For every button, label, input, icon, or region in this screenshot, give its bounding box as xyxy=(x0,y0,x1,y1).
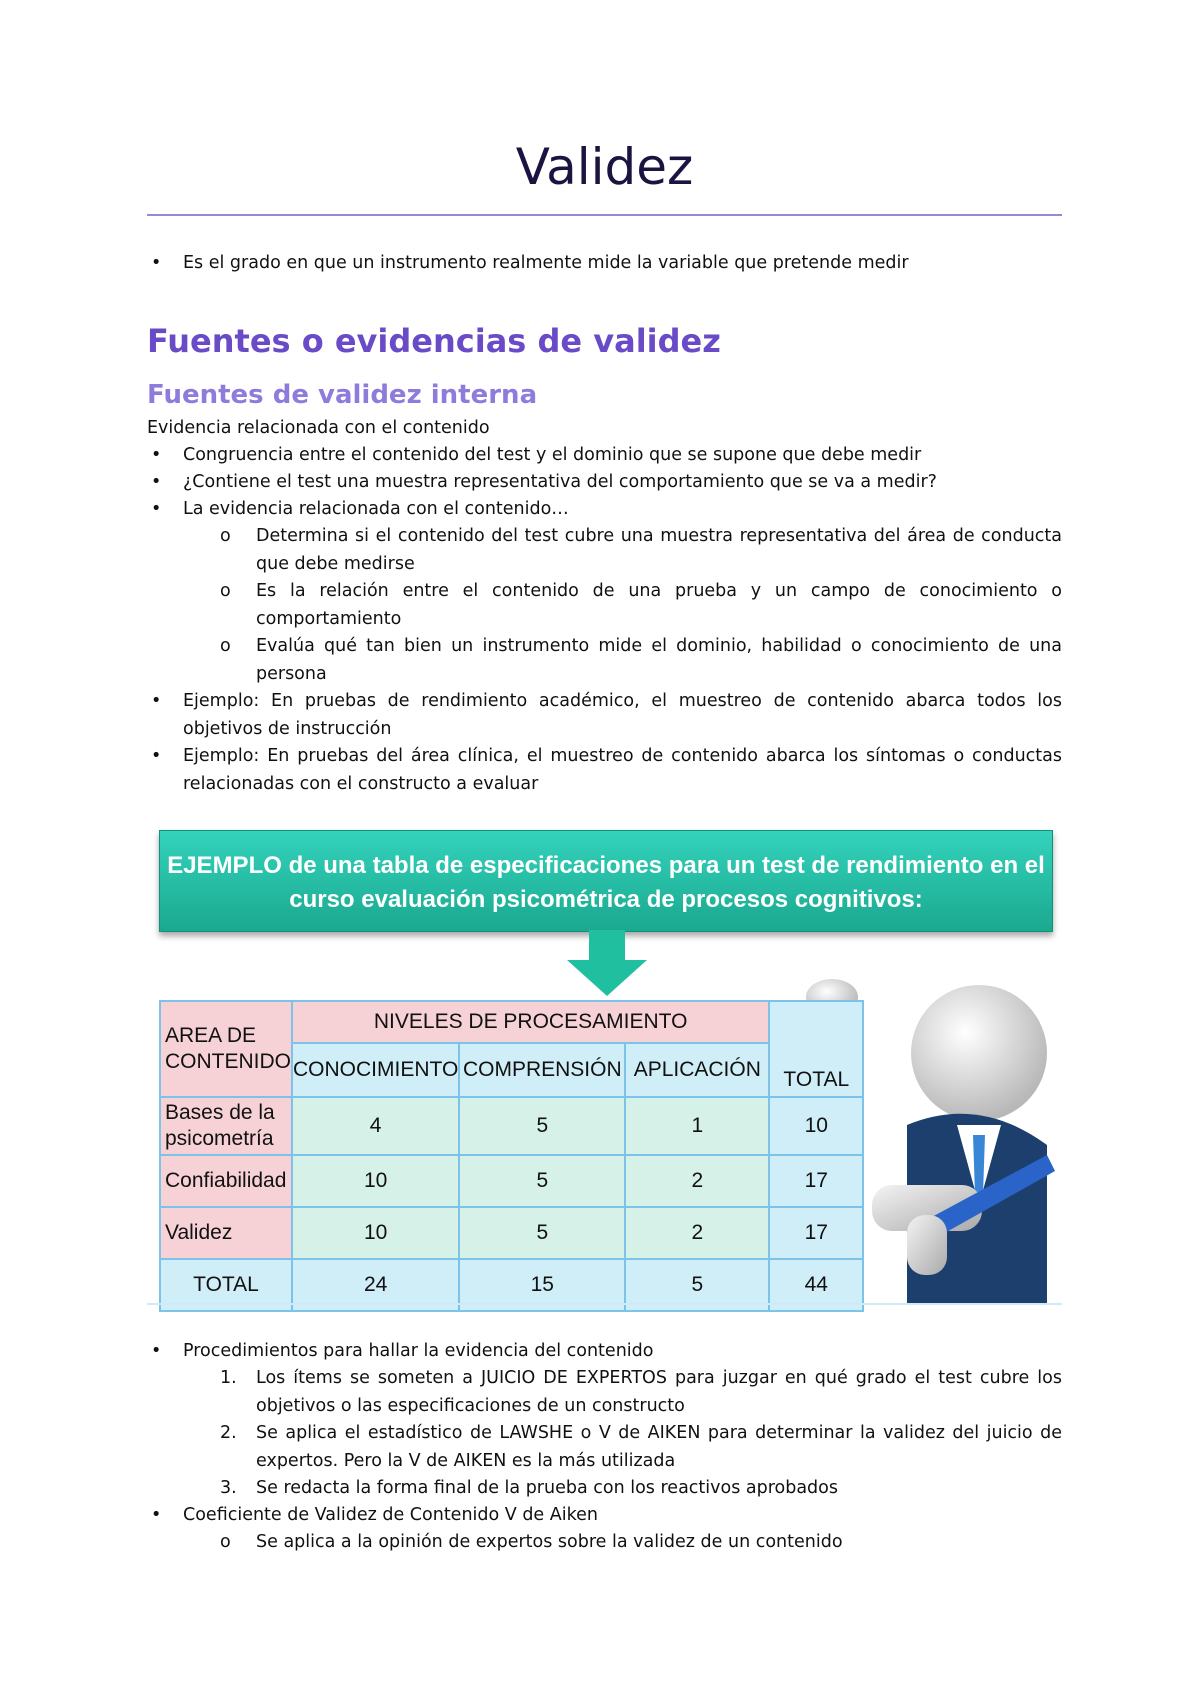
step-text: Se redacta la forma final de la prueba con los reactivos aprobados xyxy=(256,1478,838,1498)
row-label: Confiabilidad xyxy=(165,1169,287,1192)
sub-list-item-text: Determina si el contenido del test cubre una muestra representativa del área de conducta que debe medirse xyxy=(256,526,1062,574)
figure-baseline xyxy=(147,1303,1062,1305)
spec-table-figure xyxy=(147,825,1062,1307)
procedures-heading: Procedimientos para hallar la evidencia del contenido xyxy=(183,1341,654,1361)
table-cell: 2 xyxy=(625,1155,769,1207)
column-header-cell xyxy=(459,1043,625,1097)
table-cell: 4 xyxy=(292,1097,459,1155)
bullet-icon: • xyxy=(151,746,162,766)
bullet-icon: • xyxy=(151,472,162,492)
circle-bullet-icon: o xyxy=(220,581,231,601)
banner-line-1: EJEMPLO de una tabla de especificaciones para un test de rendimiento en el xyxy=(167,852,1045,879)
table-cell: 5 xyxy=(459,1097,625,1155)
list-item xyxy=(147,743,1062,798)
banner-text xyxy=(160,849,1052,917)
table-cell: 24 xyxy=(292,1259,459,1311)
list-item xyxy=(147,469,1062,497)
table-cell: 5 xyxy=(459,1207,625,1259)
sub-list-item xyxy=(147,578,1062,633)
table-cell: 1 xyxy=(625,1097,769,1155)
list-item-text: La evidencia relacionada con el contenido… xyxy=(183,499,569,519)
step-text: Se aplica el estadístico de LAWSHE o V de AIKEN para determinar la validez del juicio de expertos. Pero la V de AIKEN es la más utilizada xyxy=(256,1423,1062,1471)
column-header-cell xyxy=(625,1043,769,1097)
example-text: Ejemplo: En pruebas de rendimiento académico, el muestreo de contenido abarca todos los objetivos de instrucción xyxy=(183,691,1062,739)
evidence-label: Evidencia relacionada con el contenido xyxy=(147,418,490,438)
intro-text: Es el grado en que un instrumento realmente mide la variable que pretende medir xyxy=(183,253,909,273)
list-item-text: ¿Contiene el test una muestra representativa del comportamiento que se va a medir? xyxy=(183,472,937,492)
example-text: Ejemplo: En pruebas del área clínica, el muestreo de contenido abarca los síntomas o conductas relacionadas con el constructo a evaluar xyxy=(183,746,1062,794)
specification-table xyxy=(159,1000,864,1312)
column-header: TOTAL xyxy=(783,1068,850,1091)
aiken-sub-text: Se aplica a la opinión de expertos sobre la validez de un contenido xyxy=(256,1532,843,1552)
table-cell: 17 xyxy=(769,1207,863,1259)
sub-list-item xyxy=(147,1529,1062,1557)
step-number: 2. xyxy=(220,1423,237,1443)
row-label: Bases de la psicometría xyxy=(165,1101,275,1150)
row-label-cell xyxy=(160,1207,292,1259)
figure-banner xyxy=(159,830,1053,932)
table-cell: 44 xyxy=(769,1259,863,1311)
levels-header-text: NIVELES DE PROCESAMIENTO xyxy=(373,1010,688,1033)
bullet-icon: • xyxy=(151,253,162,273)
circle-bullet-icon: o xyxy=(220,636,231,656)
table-row xyxy=(160,1155,863,1207)
sub-list-item xyxy=(147,523,1062,578)
column-header-cell xyxy=(292,1043,459,1097)
table-cell: 10 xyxy=(292,1155,459,1207)
bullet-icon: • xyxy=(151,1505,162,1525)
table-cell: 5 xyxy=(459,1155,625,1207)
row-label: TOTAL xyxy=(193,1273,259,1296)
heading-fuentes: Fuentes o evidencias de validez xyxy=(147,322,721,360)
bullet-icon: • xyxy=(151,1341,162,1361)
sub-list-item-text: Evalúa qué tan bien un instrumento mide el dominio, habilidad o conocimiento de una persona xyxy=(256,636,1062,684)
heading-validez-interna: Fuentes de validez interna xyxy=(147,380,538,410)
list-item-text: Congruencia entre el contenido del test y el dominio que se supone que debe medir xyxy=(183,445,922,465)
page-title: Validez xyxy=(515,138,694,196)
row-label: Validez xyxy=(165,1221,233,1244)
area-header-cell xyxy=(160,1001,292,1097)
list-item xyxy=(147,688,1062,743)
list-item xyxy=(147,250,1062,278)
bullet-icon: • xyxy=(151,445,162,465)
table-cell: 5 xyxy=(625,1259,769,1311)
sub-list-item-text: Es la relación entre el contenido de una prueba y un campo de conocimiento o comportamiento xyxy=(256,581,1062,629)
sub-list-item xyxy=(147,633,1062,688)
area-header-text: AREA DE CONTENIDO xyxy=(165,1024,291,1073)
circle-bullet-icon: o xyxy=(220,1532,231,1552)
aiken-heading: Coeficiente de Validez de Contenido V de Aiken xyxy=(183,1505,598,1525)
step-text: Los ítems se someten a JUICIO DE EXPERTOS para juzgar en qué grado el test cubre los objetivos o las especificaciones de un constructo xyxy=(256,1368,1062,1416)
row-label-cell xyxy=(160,1097,292,1155)
list-item xyxy=(147,496,1062,524)
list-item xyxy=(147,442,1062,470)
column-header: CONOCIMIENTO xyxy=(293,1058,459,1081)
table-row xyxy=(160,1097,863,1155)
total-header-cell xyxy=(769,1001,863,1097)
numbered-item xyxy=(147,1475,1062,1503)
table-cell: 15 xyxy=(459,1259,625,1311)
column-header: COMPRENSIÓN xyxy=(462,1058,622,1081)
table-cell: 17 xyxy=(769,1155,863,1207)
table-cell: 10 xyxy=(769,1097,863,1155)
column-header: APLICACIÓN xyxy=(633,1058,761,1081)
row-label-cell xyxy=(160,1155,292,1207)
list-item xyxy=(147,1502,1062,1530)
down-arrow-icon xyxy=(567,930,647,996)
title-underline xyxy=(147,214,1062,216)
step-number: 1. xyxy=(220,1368,237,1388)
table-cell: 2 xyxy=(625,1207,769,1259)
table-cell: 10 xyxy=(292,1207,459,1259)
step-number: 3. xyxy=(220,1478,237,1498)
numbered-item xyxy=(147,1365,1062,1420)
table-row xyxy=(160,1207,863,1259)
bullet-icon: • xyxy=(151,691,162,711)
circle-bullet-icon: o xyxy=(220,526,231,546)
banner-line-2: curso evaluación psicométrica de procesos cognitivos: xyxy=(289,886,923,913)
levels-header-cell xyxy=(292,1001,769,1043)
numbered-item xyxy=(147,1420,1062,1475)
bullet-icon: • xyxy=(151,499,162,519)
list-item xyxy=(147,1338,1062,1366)
